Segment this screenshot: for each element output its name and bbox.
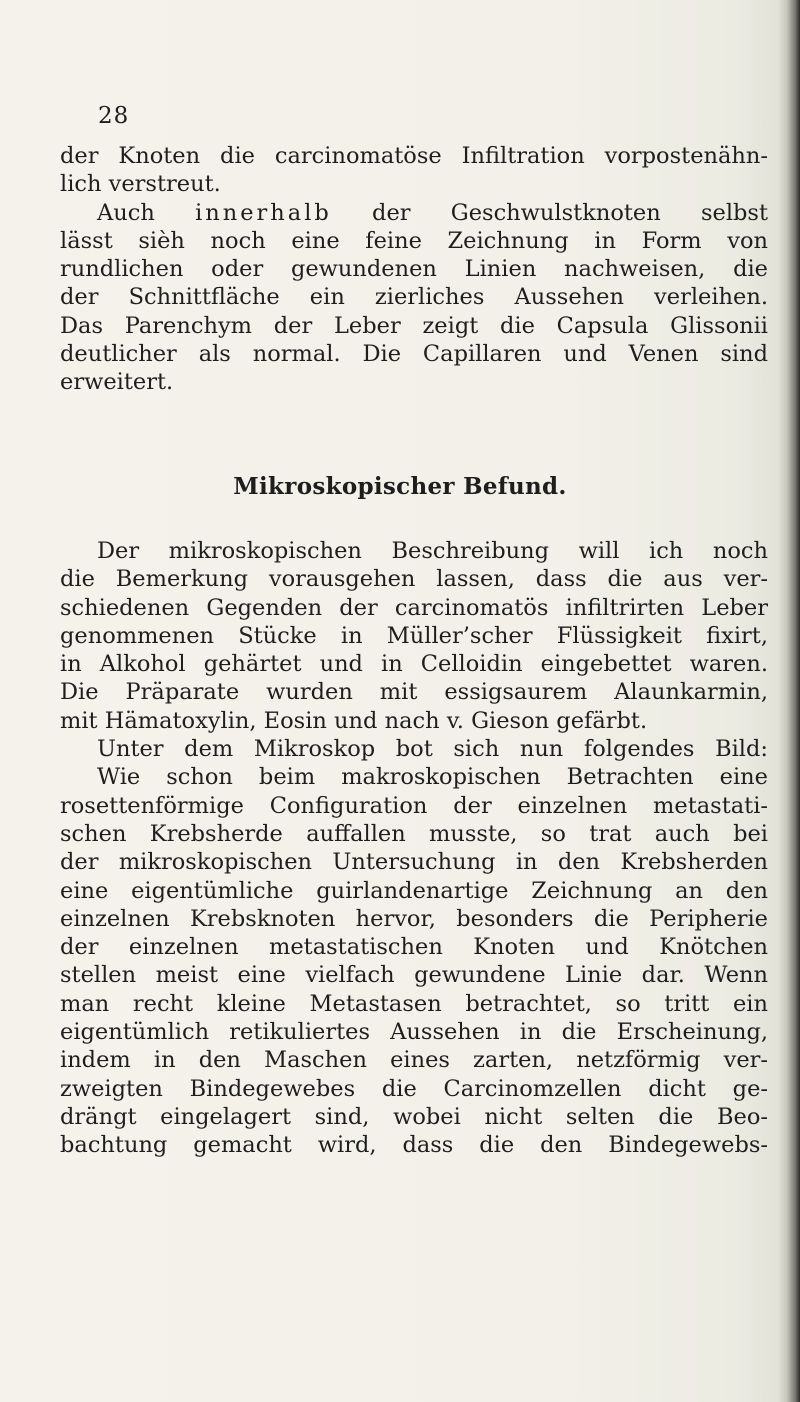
text-line: man recht kleine Metastasen betrachtet, so tritt ein	[60, 990, 768, 1017]
section-heading: Mikroskopischer Befund.	[233, 473, 567, 500]
text-line: lässt sièh noch eine feine Zeichnung in Form von	[60, 227, 768, 254]
page-number: 28	[98, 103, 130, 129]
text-line: zweigten Bindegewebes die Carcinomzellen dicht ge-	[60, 1075, 768, 1102]
text-fragment: Auch	[97, 199, 196, 226]
text-line: der Knoten die carcinomatöse Infiltration vorpostenähn-	[60, 143, 768, 169]
text-line: Das Parenchym der Leber zeigt die Capsula Glissonii	[60, 312, 768, 339]
text-line: deutlicher als normal. Die Capillaren und Venen sind	[60, 341, 768, 368]
text-line: eine eigentümliche guirlandenartige Zeichnung an den	[60, 877, 768, 904]
text-line: schen Krebsherde auffallen musste, so trat auch bei	[60, 820, 768, 847]
text-line: stellen meist eine vielfach gewundene Linie dar. Wenn	[60, 962, 768, 989]
text-line: indem in den Maschen eines zarten, netzförmig ver-	[60, 1047, 768, 1074]
text-line: bachtung gemacht wird, dass die den Bindegewebs-	[60, 1132, 768, 1159]
text-line: drängt eingelagert sind, wobei nicht selten die Beo-	[60, 1103, 768, 1130]
text-line: lich verstreut.	[60, 171, 221, 198]
text-line: der Schnittfläche ein zierliches Aussehen verleihen.	[60, 284, 768, 311]
text-block-top	[60, 142, 768, 397]
text-line: Wie schon beim makroskopischen Betrachten eine	[97, 764, 768, 791]
text-line: Unter dem Mikroskop bot sich nun folgendes Bild:	[97, 736, 768, 763]
text-line: genommenen Stücke in Müller’scher Flüssigkeit fixirt,	[60, 622, 768, 649]
text-line: mit Hämatoxylin, Eosin und nach v. Gieson gefärbt.	[60, 707, 648, 734]
text-line: Der mikroskopischen Beschreibung will ich noch	[97, 538, 768, 564]
text-block-main	[60, 537, 768, 1160]
text-line: der einzelnen metastatischen Knoten und Knötchen	[60, 934, 768, 961]
text-line: in Alkohol gehärtet und in Celloidin eingebettet waren.	[60, 651, 768, 678]
text-line: rosettenförmige Configuration der einzelnen metastati-	[60, 792, 768, 819]
text-line: Die Präparate wurden mit essigsaurem Alaunkarmin,	[60, 679, 768, 706]
text-line: einzelnen Krebsknoten hervor, besonders die Peripherie	[60, 905, 768, 932]
text-line: rundlichen oder gewundenen Linien nachweisen, die	[60, 256, 768, 283]
emphasized-word: innerhalb	[195, 199, 332, 226]
text-line: der mikroskopischen Untersuchung in den Krebsherden	[60, 849, 768, 876]
text-line	[60, 199, 768, 227]
page-edge-shadow	[778, 0, 800, 1402]
text-fragment: der Geschwulstknoten selbst	[331, 199, 769, 226]
text-line: die Bemerkung vorausgehen lassen, dass die aus ver-	[60, 566, 768, 593]
text-line: schiedenen Gegenden der carcinomatös infiltrirten Leber	[60, 594, 768, 621]
text-line: erweitert.	[60, 369, 174, 396]
text-line: eigentümlich retikuliertes Aussehen in die Erscheinung,	[60, 1019, 768, 1046]
